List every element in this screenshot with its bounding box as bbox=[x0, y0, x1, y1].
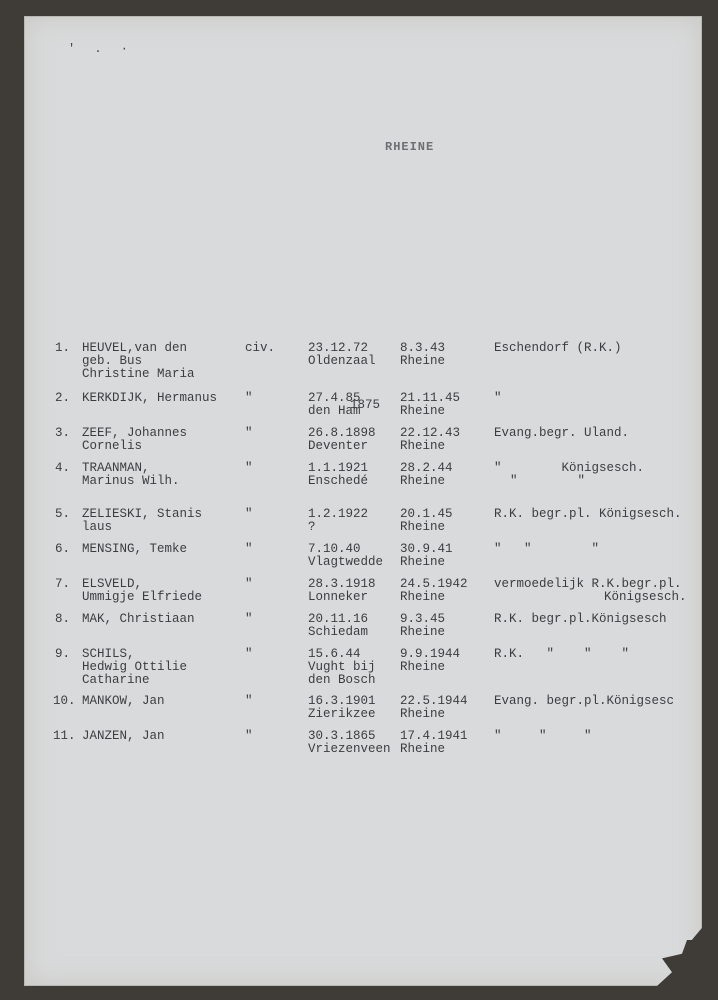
person-name: JANZEN, Jan bbox=[82, 729, 165, 743]
burial-place: R.K. begr.pl.Königsesch bbox=[494, 612, 667, 626]
birth-date-correction: 1875 bbox=[350, 398, 381, 412]
person-name: MANKOW, Jan bbox=[82, 694, 165, 708]
person-name: KERKDIJK, Hermanus bbox=[82, 391, 218, 405]
burial-place: R.K. " " " bbox=[494, 647, 630, 661]
burial-place: " " " bbox=[494, 542, 600, 556]
death-date: 28.2.44 bbox=[400, 461, 453, 475]
burial-place: " bbox=[494, 391, 502, 405]
row-number: 3. bbox=[55, 426, 71, 440]
person-name: ZELIESKI, Stanis bbox=[82, 507, 203, 521]
birth-date: 30.3.1865 bbox=[308, 729, 376, 743]
death-place: Rheine bbox=[400, 474, 446, 488]
birth-place: Vught bij bbox=[308, 660, 376, 674]
death-date: 20.1.45 bbox=[400, 507, 453, 521]
page-title: RHEINE bbox=[385, 140, 435, 154]
birth-date: 7.10.40 bbox=[308, 542, 361, 556]
death-date: 21.11.45 bbox=[400, 391, 461, 405]
row-number: 10. bbox=[53, 694, 76, 708]
corner-marks: ' . · bbox=[68, 42, 135, 56]
birth-place: Schiedam bbox=[308, 625, 369, 639]
birth-place: Lonneker bbox=[308, 590, 369, 604]
civil-status: " bbox=[245, 694, 253, 708]
death-date: 9.3.45 bbox=[400, 612, 446, 626]
row-number: 4. bbox=[55, 461, 71, 475]
birth-date: 1.2.1922 bbox=[308, 507, 369, 521]
civil-status: " bbox=[245, 507, 253, 521]
death-place: Rheine bbox=[400, 625, 446, 639]
civil-status: " bbox=[245, 426, 253, 440]
burial-place: Evang.begr. Uland. bbox=[494, 426, 630, 440]
death-date: 8.3.43 bbox=[400, 341, 446, 355]
row-number: 9. bbox=[55, 647, 71, 661]
birth-place: Vlagtwedde bbox=[308, 555, 384, 569]
death-date: 22.12.43 bbox=[400, 426, 461, 440]
birth-place: den Ham bbox=[308, 404, 361, 418]
death-place: Rheine bbox=[400, 520, 446, 534]
birth-date: 27.4.85 bbox=[308, 391, 361, 405]
birth-place: Vriezenveen bbox=[308, 742, 391, 756]
burial-place: " " " bbox=[494, 729, 592, 743]
typed-page bbox=[24, 16, 702, 986]
burial-place-line2: Königsesch. bbox=[604, 590, 687, 604]
burial-place: " Königsesch. bbox=[494, 461, 645, 475]
birth-place-line2: den Bosch bbox=[308, 673, 376, 687]
civil-status: " bbox=[245, 647, 253, 661]
death-place: Rheine bbox=[400, 707, 446, 721]
person-name: ELSVELD, bbox=[82, 577, 143, 591]
death-place: Rheine bbox=[400, 742, 446, 756]
death-date: 17.4.1941 bbox=[400, 729, 468, 743]
person-name-line3: Catharine bbox=[82, 673, 150, 687]
person-name: MENSING, Temke bbox=[82, 542, 188, 556]
person-name: ZEEF, Johannes bbox=[82, 426, 188, 440]
birth-place: ? bbox=[308, 520, 316, 534]
burial-place: Eschendorf (R.K.) bbox=[494, 341, 622, 355]
person-name: MAK, Christiaan bbox=[82, 612, 195, 626]
person-name-line2: geb. Bus bbox=[82, 354, 143, 368]
civil-status: " bbox=[245, 391, 253, 405]
civil-status: " bbox=[245, 577, 253, 591]
death-place: Rheine bbox=[400, 590, 446, 604]
person-name-line3: Christine Maria bbox=[82, 367, 195, 381]
death-place: Rheine bbox=[400, 439, 446, 453]
person-name: HEUVEL,van den bbox=[82, 341, 188, 355]
row-number: 5. bbox=[55, 507, 71, 521]
birth-date: 1.1.1921 bbox=[308, 461, 369, 475]
burial-place: vermoedelijk R.K.begr.pl. bbox=[494, 577, 682, 591]
birth-date: 23.12.72 bbox=[308, 341, 369, 355]
birth-date: 28.3.1918 bbox=[308, 577, 376, 591]
death-date: 24.5.1942 bbox=[400, 577, 468, 591]
birth-date: 20.11.16 bbox=[308, 612, 369, 626]
burial-place: Evang. begr.pl.Königsesc bbox=[494, 694, 675, 708]
birth-place: Zierikzee bbox=[308, 707, 376, 721]
row-number: 8. bbox=[55, 612, 71, 626]
row-number: 7. bbox=[55, 577, 71, 591]
person-name-line2: Cornelis bbox=[82, 439, 143, 453]
birth-place: Oldenzaal bbox=[308, 354, 376, 368]
civil-status: " bbox=[245, 461, 253, 475]
scan-border bbox=[0, 0, 718, 16]
row-number: 6. bbox=[55, 542, 71, 556]
person-name: TRAANMAN, bbox=[82, 461, 150, 475]
birth-date: 26.8.1898 bbox=[308, 426, 376, 440]
death-place: Rheine bbox=[400, 404, 446, 418]
burial-place: R.K. begr.pl. Königsesch. bbox=[494, 507, 682, 521]
person-name-line2: Marinus Wilh. bbox=[82, 474, 180, 488]
birth-place: Enschedé bbox=[308, 474, 369, 488]
civil-status: " bbox=[245, 729, 253, 743]
death-date: 30.9.41 bbox=[400, 542, 453, 556]
civil-status: civ. bbox=[245, 341, 276, 355]
death-place: Rheine bbox=[400, 660, 446, 674]
person-name-line2: laus bbox=[82, 520, 113, 534]
death-place: Rheine bbox=[400, 555, 446, 569]
row-number: 1. bbox=[55, 341, 71, 355]
death-date: 9.9.1944 bbox=[400, 647, 461, 661]
civil-status: " bbox=[245, 542, 253, 556]
birth-place: Deventer bbox=[308, 439, 369, 453]
person-name-line2: Hedwig Ottilie bbox=[82, 660, 188, 674]
burial-place-line2: " " bbox=[510, 474, 586, 488]
row-number: 2. bbox=[55, 391, 71, 405]
person-name-line2: Ummigje Elfriede bbox=[82, 590, 203, 604]
person-name: SCHILS, bbox=[82, 647, 135, 661]
death-date: 22.5.1944 bbox=[400, 694, 468, 708]
birth-date: 16.3.1901 bbox=[308, 694, 376, 708]
civil-status: " bbox=[245, 612, 253, 626]
row-number: 11. bbox=[53, 729, 76, 743]
death-place: Rheine bbox=[400, 354, 446, 368]
birth-date: 15.6.44 bbox=[308, 647, 361, 661]
